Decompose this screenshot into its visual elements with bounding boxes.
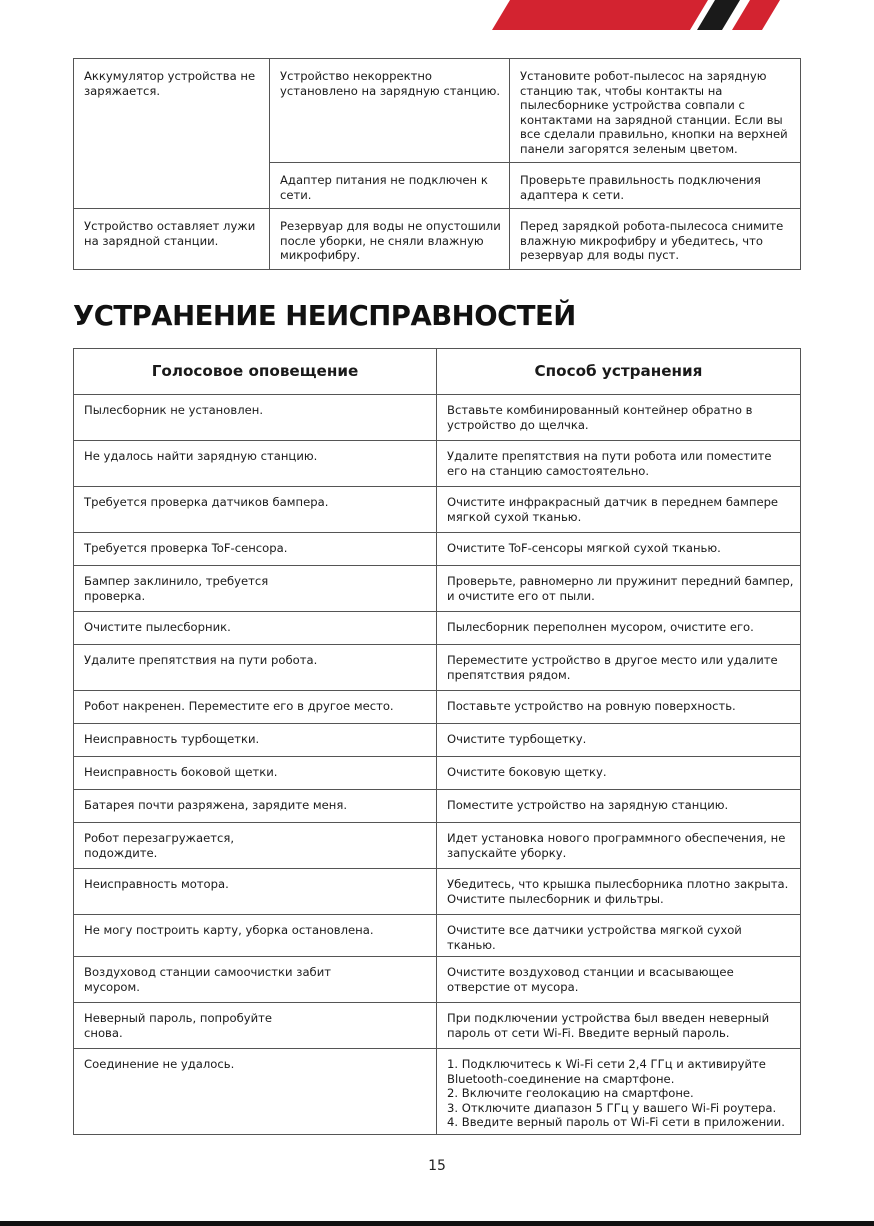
table-row xyxy=(74,395,801,441)
table-header-row xyxy=(74,349,801,395)
cause-cell: Резервуар для воды не опустошили после уборки, не сняли влажную микрофибру. xyxy=(270,209,510,270)
fix-cell: Очистите турбощетку. xyxy=(437,724,801,757)
alert-text: Воздуховод станции самоочистки забит мусором. xyxy=(84,965,331,994)
table-row xyxy=(74,533,801,566)
voice-alerts-table xyxy=(73,348,801,1135)
bottom-rule xyxy=(0,1221,874,1226)
fix-cell xyxy=(437,1049,801,1135)
alert-cell: Не могу построить карту, уборка остановлена. xyxy=(74,915,437,957)
fix-cell: Поставьте устройство на ровную поверхность. xyxy=(437,691,801,724)
alert-cell: Очистите пылесборник. xyxy=(74,612,437,645)
section-title: УСТРАНЕНИЕ НЕИСПРАВНОСТЕЙ xyxy=(73,300,576,332)
alert-cell xyxy=(74,823,437,869)
table-row xyxy=(74,1003,801,1049)
alert-cell: Соединение не удалось. xyxy=(74,1049,437,1135)
fix-cell: Переместите устройство в другое место или удалите препятствия рядом. xyxy=(437,645,801,691)
fix-cell: Очистите все датчики устройства мягкой сухой тканью. xyxy=(437,915,801,957)
table-row xyxy=(74,441,801,487)
fix-cell: При подключении устройства был введен неверный пароль от сети Wi-Fi. Введите верный пароль. xyxy=(437,1003,801,1049)
table-row xyxy=(74,612,801,645)
fix-cell: Идет установка нового программного обеспечения, не запускайте уборку. xyxy=(437,823,801,869)
list-item: 2. Включите геолокацию на смартфоне. xyxy=(447,1086,694,1100)
table-row xyxy=(74,691,801,724)
list-item: 1. Подключитесь к Wi-Fi сети 2,4 ГГц и активируйте Bluetooth-соединение на смартфоне. xyxy=(447,1057,766,1086)
cause-cell: Устройство некорректно установлено на зарядную станцию. xyxy=(270,59,510,163)
header-stripes-decoration xyxy=(0,0,874,30)
alert-text: Робот перезагружается, подождите. xyxy=(84,831,235,860)
table-row xyxy=(74,915,801,957)
solution-cell: Установите робот-пылесос на зарядную станцию так, чтобы контакты на пылесборнике устройства совпали с контактами на зарядной станции. Если вы все сделали правильно, кнопки на верхней панели загорятся зеленым цветом. xyxy=(510,59,801,163)
table-row xyxy=(74,1049,801,1135)
fix-cell: Очистите ToF-сенсоры мягкой сухой тканью. xyxy=(437,533,801,566)
table-row xyxy=(74,487,801,533)
cause-cell: Адаптер питания не подключен к сети. xyxy=(270,163,510,209)
red-stripe-small xyxy=(732,0,780,30)
alert-cell: Неисправность боковой щетки. xyxy=(74,757,437,790)
table-row xyxy=(74,869,801,915)
problem-cell: Устройство оставляет лужи на зарядной станции. xyxy=(74,209,270,270)
alert-cell xyxy=(74,566,437,612)
table-row xyxy=(74,566,801,612)
fix-cell: Убедитесь, что крышка пылесборника плотно закрыта. Очистите пылесборник и фильтры. xyxy=(437,869,801,915)
alert-cell: Неисправность турбощетки. xyxy=(74,724,437,757)
list-item: 3. Отключите диапазон 5 ГГц у вашего Wi-Fi роутера. xyxy=(447,1100,777,1115)
alert-cell: Робот накренен. Переместите его в другое место. xyxy=(74,691,437,724)
red-stripe xyxy=(492,0,708,30)
fix-cell: Проверьте, равномерно ли пружинит передний бампер, и очистите его от пыли. xyxy=(437,566,801,612)
solution-cell: Перед зарядкой робота-пылесоса снимите влажную микрофибру и убедитесь, что резервуар для воды пуст. xyxy=(510,209,801,270)
alert-cell: Удалите препятствия на пути робота. xyxy=(74,645,437,691)
alert-cell xyxy=(74,957,437,1003)
table-row xyxy=(74,645,801,691)
list-item: 4. Введите верный пароль от Wi-Fi сети в приложении. xyxy=(447,1115,785,1129)
table-row xyxy=(74,59,801,163)
problem-cell: Аккумулятор устройства не заряжается. xyxy=(74,59,270,209)
alert-cell xyxy=(74,1003,437,1049)
header-fix-method: Способ устранения xyxy=(437,349,801,395)
fix-cell: Вставьте комбинированный контейнер обратно в устройство до щелчка. xyxy=(437,395,801,441)
table-row xyxy=(74,823,801,869)
header-voice-alert: Голосовое оповещение xyxy=(74,349,437,395)
alert-text: Бампер заклинило, требуется проверка. xyxy=(84,574,269,603)
table-row xyxy=(74,790,801,823)
fix-steps-list xyxy=(447,1057,794,1130)
page-number: 15 xyxy=(428,1158,446,1174)
alert-cell: Батарея почти разряжена, зарядите меня. xyxy=(74,790,437,823)
alert-cell: Неисправность мотора. xyxy=(74,869,437,915)
charging-troubleshooting-table xyxy=(73,58,801,270)
fix-cell: Очистите воздуховод станции и всасывающее отверстие от мусора. xyxy=(437,957,801,1003)
alert-text: Неверный пароль, попробуйте снова. xyxy=(84,1011,273,1040)
fix-cell: Удалите препятствия на пути робота или поместите его на станцию самостоятельно. xyxy=(437,441,801,487)
alert-cell: Пылесборник не установлен. xyxy=(74,395,437,441)
alert-cell: Требуется проверка ToF-сенсора. xyxy=(74,533,437,566)
table-row xyxy=(74,209,801,270)
fix-cell: Очистите боковую щетку. xyxy=(437,757,801,790)
fix-cell: Пылесборник переполнен мусором, очистите его. xyxy=(437,612,801,645)
fix-cell: Очистите инфракрасный датчик в переднем бампере мягкой сухой тканью. xyxy=(437,487,801,533)
table-row xyxy=(74,724,801,757)
fix-cell: Поместите устройство на зарядную станцию. xyxy=(437,790,801,823)
table-row xyxy=(74,757,801,790)
alert-cell: Требуется проверка датчиков бампера. xyxy=(74,487,437,533)
table-row xyxy=(74,957,801,1003)
alert-cell: Не удалось найти зарядную станцию. xyxy=(74,441,437,487)
solution-cell: Проверьте правильность подключения адаптера к сети. xyxy=(510,163,801,209)
